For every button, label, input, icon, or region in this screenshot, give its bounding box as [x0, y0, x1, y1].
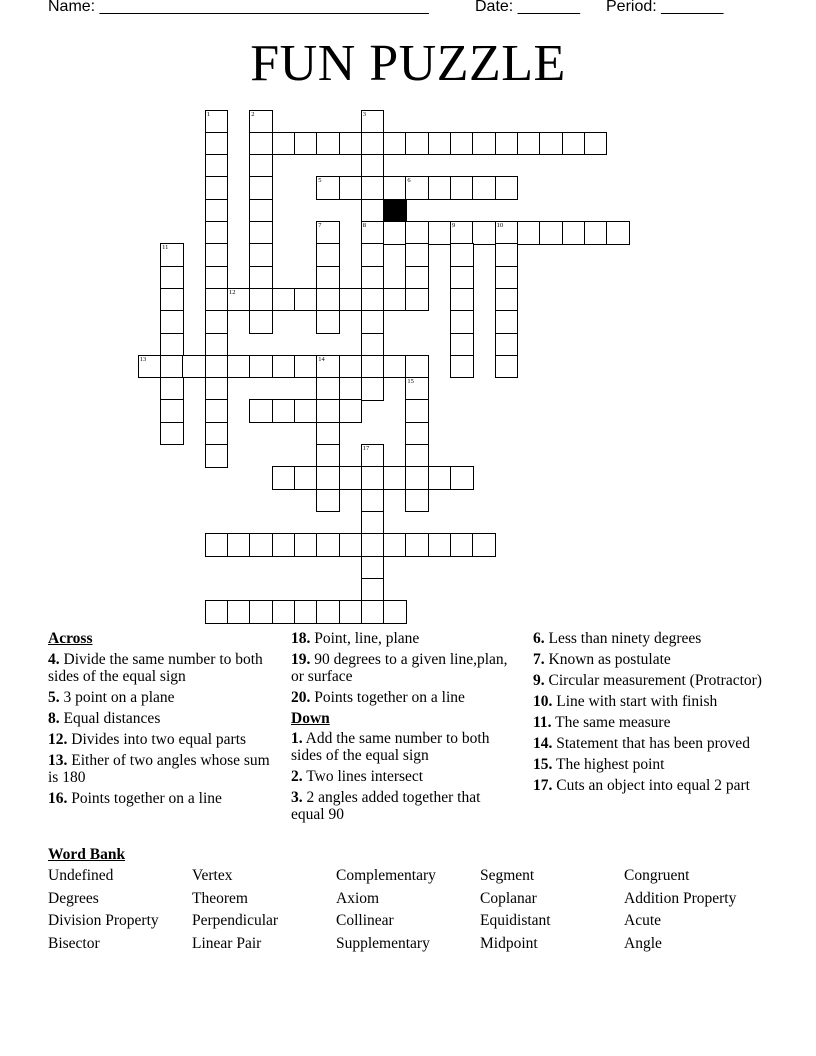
- grid-cell[interactable]: [361, 110, 385, 134]
- word-bank-item: Coplanar: [480, 889, 537, 907]
- word-bank-item: Equidistant: [480, 912, 551, 930]
- clue-text: Cuts an object into equal 2 part: [556, 777, 750, 794]
- grid-cell[interactable]: [339, 600, 363, 624]
- grid-cell[interactable]: [361, 489, 385, 513]
- grid-cell[interactable]: [428, 176, 452, 200]
- grid-cell[interactable]: [495, 221, 519, 245]
- word-bank-item: Undefined: [48, 867, 114, 884]
- clue-item: [291, 768, 516, 785]
- word-bank-item: Addition Property: [624, 889, 737, 907]
- date-field[interactable]: Date: _______: [475, 0, 580, 15]
- grid-cell[interactable]: [316, 422, 340, 446]
- grid-cell[interactable]: [383, 132, 407, 156]
- grid-cell[interactable]: [227, 355, 251, 379]
- grid-cell[interactable]: [405, 176, 429, 200]
- grid-cell[interactable]: [495, 288, 519, 312]
- clue-item: [48, 790, 278, 807]
- grid-cell[interactable]: [205, 399, 229, 423]
- clue-item: [48, 710, 278, 727]
- grid-cell[interactable]: [361, 288, 385, 312]
- grid-cell[interactable]: [316, 489, 340, 513]
- grid-cell[interactable]: [361, 444, 385, 468]
- grid-cell[interactable]: [205, 600, 229, 624]
- clue-number-label: 4.: [48, 651, 60, 668]
- grid-cell[interactable]: [249, 199, 273, 223]
- grid-cell[interactable]: [450, 221, 474, 245]
- grid-cell[interactable]: [272, 533, 296, 557]
- clue-number-label: 16.: [48, 790, 68, 807]
- clue-item: [533, 777, 773, 794]
- grid-cell[interactable]: [205, 199, 229, 223]
- grid-cell[interactable]: [428, 221, 452, 245]
- clue-item: [291, 789, 516, 823]
- down-clue-list: [291, 730, 516, 823]
- grid-cell[interactable]: [205, 422, 229, 446]
- grid-cell[interactable]: [383, 288, 407, 312]
- grid-cell[interactable]: [383, 176, 407, 200]
- clue-text: 3 point on a plane: [63, 689, 175, 706]
- word-bank-item: Degrees: [48, 889, 99, 907]
- grid-cell[interactable]: [450, 310, 474, 334]
- grid-cell[interactable]: [450, 243, 474, 267]
- grid-cell[interactable]: [160, 310, 184, 334]
- grid-cell[interactable]: [472, 221, 496, 245]
- grid-cell[interactable]: [405, 444, 429, 468]
- word-bank-item: Division Property: [48, 912, 159, 930]
- grid-cell[interactable]: [316, 399, 340, 423]
- grid-cell[interactable]: [138, 355, 162, 379]
- grid-cell[interactable]: [316, 444, 340, 468]
- grid-cell[interactable]: [562, 221, 586, 245]
- clue-number-label: 7.: [533, 651, 545, 668]
- grid-cell[interactable]: [294, 399, 318, 423]
- name-field[interactable]: Name: _____________________________________: [48, 0, 429, 15]
- grid-cell[interactable]: [405, 489, 429, 513]
- word-bank-item: Theorem: [192, 889, 248, 907]
- clues-column-1: [48, 630, 278, 811]
- grid-cell[interactable]: [361, 511, 385, 535]
- grid-cell[interactable]: [361, 310, 385, 334]
- grid-cell[interactable]: [517, 221, 541, 245]
- grid-cell[interactable]: [383, 355, 407, 379]
- grid-cell[interactable]: [495, 355, 519, 379]
- grid-cell[interactable]: [539, 221, 563, 245]
- clue-number-label: 19.: [291, 651, 311, 668]
- grid-cell[interactable]: [361, 466, 385, 490]
- grid-cell[interactable]: [405, 355, 429, 379]
- grid-cell[interactable]: [339, 399, 363, 423]
- grid-cell[interactable]: [405, 266, 429, 290]
- down-heading: Down: [291, 710, 330, 727]
- grid-cell[interactable]: [294, 132, 318, 156]
- clue-text: The highest point: [555, 756, 665, 773]
- clue-number-label: 15.: [533, 756, 553, 773]
- grid-cell[interactable]: [405, 466, 429, 490]
- clues-column-2: [291, 630, 516, 827]
- word-bank-item: Perpendicular: [192, 912, 279, 930]
- clue-item: [48, 651, 278, 685]
- grid-cell[interactable]: [606, 221, 630, 245]
- grid-cell[interactable]: [472, 132, 496, 156]
- grid-cell[interactable]: [450, 176, 474, 200]
- grid-cell[interactable]: [160, 377, 184, 401]
- clue-item: [291, 651, 516, 685]
- grid-cell[interactable]: [160, 243, 184, 267]
- grid-cell[interactable]: [249, 243, 273, 267]
- grid-cell[interactable]: [160, 422, 184, 446]
- clue-number-label: 14.: [533, 735, 553, 752]
- clue-text: Line with start with finish: [556, 693, 718, 710]
- page-title: FUN PUZZLE: [250, 35, 566, 92]
- grid-cell[interactable]: [249, 132, 273, 156]
- clue-number-label: 9.: [533, 672, 545, 689]
- clue-item: [291, 630, 516, 647]
- clue-text: 90 degrees to a given line,plan, or surface: [291, 651, 508, 685]
- grid-cell[interactable]: [316, 600, 340, 624]
- grid-cell[interactable]: [361, 355, 385, 379]
- black-cell: [383, 199, 407, 223]
- grid-cell[interactable]: [539, 132, 563, 156]
- grid-cell[interactable]: [383, 533, 407, 557]
- grid-cell[interactable]: [294, 288, 318, 312]
- word-bank-item: Congruent: [624, 867, 690, 884]
- grid-cell[interactable]: [361, 132, 385, 156]
- grid-cell[interactable]: [339, 288, 363, 312]
- grid-cell[interactable]: [249, 399, 273, 423]
- grid-cell[interactable]: [272, 355, 296, 379]
- clue-number-label: 17.: [533, 777, 553, 794]
- grid-cell[interactable]: [160, 355, 184, 379]
- grid-cell[interactable]: [339, 533, 363, 557]
- grid-cell[interactable]: [249, 176, 273, 200]
- grid-cell[interactable]: [361, 377, 385, 401]
- grid-cell[interactable]: [316, 132, 340, 156]
- word-bank-item: Vertex: [192, 867, 233, 884]
- grid-cell[interactable]: [472, 533, 496, 557]
- grid-cell[interactable]: [450, 288, 474, 312]
- grid-cell[interactable]: [383, 466, 407, 490]
- grid-cell[interactable]: [450, 132, 474, 156]
- grid-cell[interactable]: [316, 288, 340, 312]
- grid-cell[interactable]: [584, 221, 608, 245]
- clue-item: [533, 714, 773, 731]
- word-bank-item: Midpoint: [480, 935, 538, 953]
- grid-cell[interactable]: [495, 132, 519, 156]
- grid-cell[interactable]: [205, 333, 229, 357]
- grid-cell[interactable]: [205, 110, 229, 134]
- grid-cell[interactable]: [405, 533, 429, 557]
- grid-cell[interactable]: [249, 288, 273, 312]
- clue-item: [533, 630, 773, 647]
- grid-cell[interactable]: [205, 377, 229, 401]
- grid-cell[interactable]: [160, 399, 184, 423]
- grid-cell[interactable]: [249, 600, 273, 624]
- clue-number-label: 18.: [291, 630, 311, 647]
- grid-cell[interactable]: [383, 221, 407, 245]
- grid-cell[interactable]: [205, 266, 229, 290]
- clue-number: 2: [251, 110, 255, 118]
- clue-number-label: 3.: [291, 789, 303, 806]
- grid-cell[interactable]: [205, 310, 229, 334]
- clue-number: 3: [362, 110, 367, 118]
- word-bank-item: Segment: [480, 867, 535, 884]
- grid-cell[interactable]: [495, 243, 519, 267]
- down-clue-list-continued: [533, 630, 773, 794]
- clue-number: 10: [496, 222, 504, 229]
- clue-text: Divides into two equal parts: [71, 731, 247, 748]
- grid-cell[interactable]: [428, 466, 452, 490]
- grid-cell[interactable]: [272, 399, 296, 423]
- word-bank-item: Axiom: [336, 889, 380, 907]
- grid-cell[interactable]: [160, 288, 184, 312]
- clue-item: [291, 730, 516, 764]
- grid-cell[interactable]: [339, 132, 363, 156]
- grid-cell[interactable]: [182, 355, 206, 379]
- grid-cell[interactable]: [361, 600, 385, 624]
- grid-cell[interactable]: [405, 377, 429, 401]
- clue-number: 12: [229, 288, 236, 296]
- clue-text: Points together on a line: [71, 790, 222, 807]
- grid-cell[interactable]: [205, 355, 229, 379]
- clue-text: Less than ninety degrees: [548, 630, 702, 647]
- clue-number: 14: [318, 355, 325, 363]
- grid-cell[interactable]: [405, 243, 429, 267]
- grid-cell[interactable]: [450, 333, 474, 357]
- grid-cell[interactable]: [405, 288, 429, 312]
- clue-text: The same measure: [555, 714, 671, 731]
- grid-cell[interactable]: [160, 266, 184, 290]
- grid-cell[interactable]: [249, 533, 273, 557]
- grid-cell[interactable]: [205, 132, 229, 156]
- grid-cell[interactable]: [249, 355, 273, 379]
- grid-cell[interactable]: [383, 600, 407, 624]
- clue-text: Circular measurement (Protractor): [548, 672, 762, 689]
- word-bank-item: Complementary: [336, 867, 436, 884]
- grid-cell[interactable]: [205, 533, 229, 557]
- period-field[interactable]: Period: _______: [606, 0, 724, 15]
- grid-cell[interactable]: [227, 600, 251, 624]
- clue-number: 5: [318, 177, 322, 185]
- clue-number-label: 10.: [533, 693, 553, 710]
- clue-number-label: 12.: [48, 731, 68, 748]
- clue-item: [533, 756, 773, 773]
- grid-cell[interactable]: [361, 556, 385, 580]
- word-bank-item: Linear Pair: [192, 935, 262, 953]
- grid-cell[interactable]: [294, 355, 318, 379]
- grid-cell[interactable]: [428, 533, 452, 557]
- grid-cell[interactable]: [450, 533, 474, 557]
- word-bank-item: Collinear: [336, 912, 394, 930]
- clue-number: 8: [362, 222, 367, 229]
- grid-cell[interactable]: [361, 176, 385, 200]
- grid-cell[interactable]: [272, 600, 296, 624]
- clue-number-label: 1.: [291, 730, 303, 747]
- grid-cell[interactable]: [205, 221, 229, 245]
- clue-number-label: 6.: [533, 630, 545, 647]
- clue-number-label: 11.: [533, 714, 552, 731]
- grid-cell[interactable]: [361, 199, 385, 223]
- clue-item: [291, 689, 516, 706]
- grid-cell[interactable]: [495, 310, 519, 334]
- grid-cell[interactable]: [316, 310, 340, 334]
- grid-cell[interactable]: [361, 266, 385, 290]
- grid-cell[interactable]: [316, 221, 340, 245]
- grid-cell[interactable]: [316, 266, 340, 290]
- clue-text: Known as postulate: [548, 651, 671, 668]
- clue-item: [533, 672, 773, 689]
- across-clue-list-continued: [291, 630, 516, 706]
- clue-number: 15: [407, 378, 414, 386]
- grid-cell[interactable]: [472, 176, 496, 200]
- grid-cell[interactable]: [316, 533, 340, 557]
- grid-cell[interactable]: [227, 533, 251, 557]
- grid-cell[interactable]: [249, 310, 273, 334]
- clue-text: Statement that has been proved: [556, 735, 750, 752]
- grid-cell[interactable]: [361, 243, 385, 267]
- grid-cell[interactable]: [405, 132, 429, 156]
- grid-cell[interactable]: [450, 466, 474, 490]
- grid-cell[interactable]: [339, 466, 363, 490]
- clue-number: 11: [162, 244, 169, 252]
- clue-number-label: 5.: [48, 689, 60, 706]
- clue-number-label: 2.: [291, 768, 303, 785]
- grid-cell[interactable]: [495, 333, 519, 357]
- grid-cell[interactable]: [339, 355, 363, 379]
- clue-number-label: 8.: [48, 710, 60, 727]
- clue-number: 1: [206, 110, 210, 118]
- grid-cell[interactable]: [495, 176, 519, 200]
- grid-cell[interactable]: [361, 533, 385, 557]
- clue-item: [533, 693, 773, 710]
- grid-cell[interactable]: [249, 154, 273, 178]
- clue-text: Two lines intersect: [306, 768, 424, 785]
- clue-text: Equal distances: [63, 710, 161, 727]
- grid-cell[interactable]: [361, 154, 385, 178]
- clue-number-label: 13.: [48, 752, 68, 769]
- clue-number: 6: [407, 177, 411, 185]
- grid-cell[interactable]: [205, 154, 229, 178]
- clue-item: [533, 651, 773, 668]
- grid-cell[interactable]: [316, 243, 340, 267]
- grid-cell[interactable]: [562, 132, 586, 156]
- grid-cell[interactable]: [405, 422, 429, 446]
- clue-number: 17: [362, 445, 370, 452]
- clue-number: 9: [452, 222, 456, 229]
- grid-cell[interactable]: [205, 444, 229, 468]
- grid-cell[interactable]: [249, 221, 273, 245]
- grid-cell[interactable]: [272, 132, 296, 156]
- grid-cell[interactable]: [361, 221, 385, 245]
- grid-cell[interactable]: [249, 266, 273, 290]
- grid-cell[interactable]: [249, 110, 273, 134]
- clue-number-label: 20.: [291, 689, 311, 706]
- grid-cell[interactable]: [495, 266, 519, 290]
- grid-cell[interactable]: [361, 333, 385, 357]
- grid-cell[interactable]: [316, 466, 340, 490]
- grid-cell[interactable]: [294, 466, 318, 490]
- grid-cell[interactable]: [361, 578, 385, 602]
- clue-text: Points together on a line: [314, 689, 465, 706]
- clues-column-3: [533, 630, 773, 798]
- grid-cell[interactable]: [205, 288, 229, 312]
- word-bank-item: Acute: [624, 912, 662, 930]
- grid-cell[interactable]: [272, 466, 296, 490]
- clue-text: 2 angles added together that equal 90: [291, 789, 481, 823]
- word-bank-item: Angle: [624, 935, 662, 953]
- grid-cell[interactable]: [517, 132, 541, 156]
- clue-number: 7: [318, 222, 322, 229]
- grid-cell[interactable]: [316, 377, 340, 401]
- word-bank-title: Word Bank: [48, 846, 126, 863]
- clue-number: 13: [139, 355, 147, 363]
- clue-text: Add the same number to both sides of the equal sign: [291, 730, 490, 764]
- grid-cell[interactable]: [205, 176, 229, 200]
- grid-cell[interactable]: [205, 243, 229, 267]
- grid-cell[interactable]: [405, 221, 429, 245]
- grid-cell[interactable]: [428, 132, 452, 156]
- grid-cell[interactable]: [450, 355, 474, 379]
- across-heading: Across: [48, 630, 93, 647]
- clue-text: Divide the same number to both sides of the equal sign: [48, 651, 263, 685]
- clue-item: [48, 752, 278, 786]
- grid-cell[interactable]: [272, 288, 296, 312]
- grid-cell[interactable]: [339, 176, 363, 200]
- grid-cell[interactable]: [584, 132, 608, 156]
- clue-item: [533, 735, 773, 752]
- clue-item: [48, 689, 278, 706]
- grid-cell[interactable]: [227, 288, 251, 312]
- grid-cell[interactable]: [450, 266, 474, 290]
- grid-cell[interactable]: [294, 600, 318, 624]
- grid-cell[interactable]: [405, 399, 429, 423]
- grid-cell[interactable]: [160, 333, 184, 357]
- grid-cell[interactable]: [294, 533, 318, 557]
- word-bank-item: Supplementary: [336, 935, 430, 953]
- grid-cell[interactable]: [316, 355, 340, 379]
- clue-text: Point, line, plane: [314, 630, 420, 647]
- grid-cell[interactable]: [316, 176, 340, 200]
- word-bank-item: Bisector: [48, 935, 100, 953]
- across-clue-list: [48, 651, 278, 807]
- clue-item: [48, 731, 278, 748]
- clue-text: Either of two angles whose sum is 180: [48, 752, 270, 786]
